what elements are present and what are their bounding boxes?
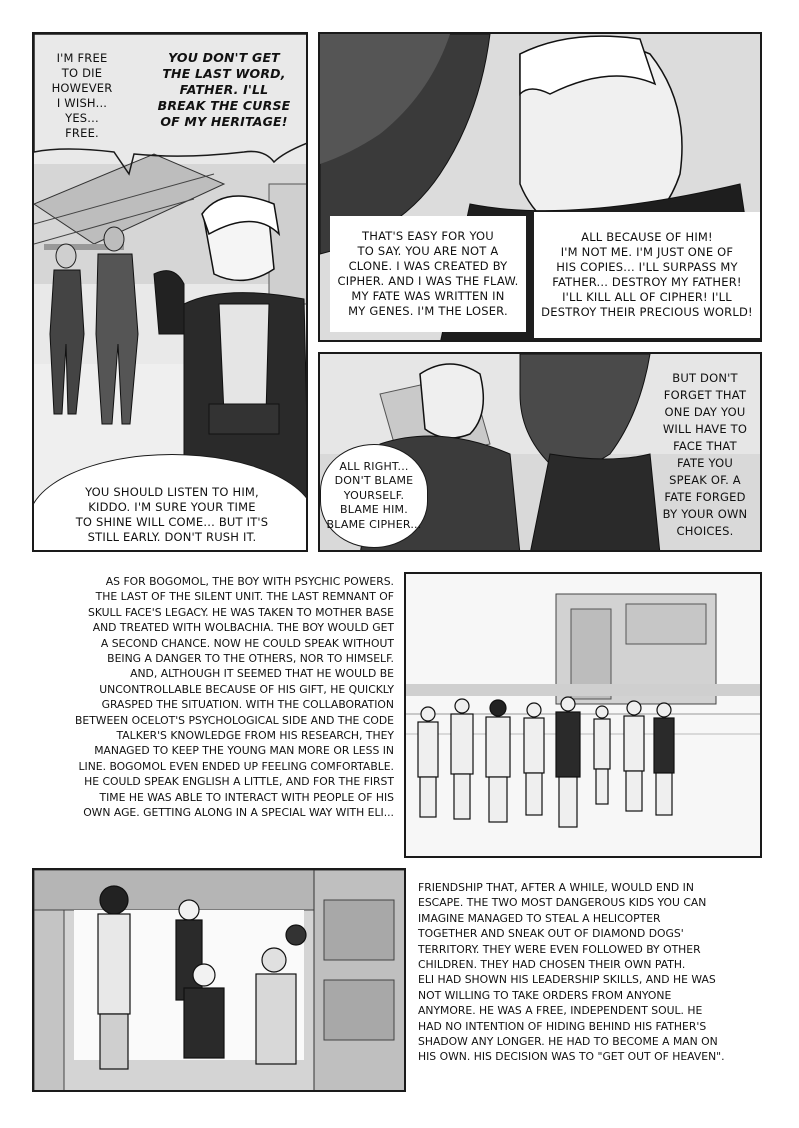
narration-block-1: AS FOR BOGOMOL, THE BOY WITH PSYCHIC POWERS. THE LAST OF THE SILENT UNIT. THE LAST REMNANT OF SKULL FACE'S LEGACY. HE WAS TAKEN TO MOTHER BASE AND TREATED WITH WOLBACHIA. THE BOY WOULD GET A SECOND CHANCE. NOW HE COULD SPEAK WITHOUT BEING A DANGER TO THE OTHERS, NOR TO HIMSELF. AND, ALTHOUGH IT SEEMED THAT HE WOULD BE UNCONTROLLABLE BECAUSE OF HIS GIFT, HE QUICKLY GRASPED THE SITUATION. WITH THE COLLABORATION BETWEEN OCELOT'S PSYCHOLOGICAL SIDE AND THE CODE TALKER'S KNOWLEDGE FROM HIS RESEARCH, THEY MANAGED TO KEEP THE YOUNG MAN MORE OR LESS IN LINE. BOGOMOL EVEN ENDED UP FEELING COMFORTABLE. HE COULD SPEAK ENGLISH A LITTLE, AND FOR THE FIRST TIME HE WAS ABLE TO INTERACT WITH PEOPLE OF HIS OWN AGE. GETTING ALONG IN A SPECIAL WAY WITH ELI... bbox=[74, 575, 394, 820]
panel-3-speech-text: ALL RIGHT... DON'T BLAME YOURSELF. BLAME HIM. BLAME CIPHER... bbox=[326, 459, 422, 531]
panel-1-caption-right-text: YOU DON'T GET THE LAST WORD, FATHER. I'LL BREAK THE CURSE OF MY HERITAGE! bbox=[157, 50, 291, 129]
panel-5-illustration bbox=[34, 870, 406, 1092]
panel-4 bbox=[404, 572, 762, 858]
panel-3 bbox=[318, 352, 762, 552]
panel-2-caption-right-text: ALL BECAUSE OF HIM! I'M NOT ME. I'M JUST ONE OF HIS COPIES... I'LL SURPASS MY FATHER... DESTROY MY FATHER! I'LL KILL ALL OF CIPHER! I'LL DESTROY THEIR PRECIOUS WORLD! bbox=[541, 230, 753, 319]
panel-2-caption-left-text: THAT'S EASY FOR YOU TO SAY. YOU ARE NOT A CLONE. I WAS CREATED BY CIPHER. AND I WAS THE FLAW. MY FATE WAS WRITTEN IN MY GENES. I'M THE LOSER. bbox=[337, 229, 519, 318]
panel-2-caption-right bbox=[534, 212, 760, 338]
panel-2 bbox=[318, 32, 762, 342]
panel-3-speech-bubble bbox=[320, 444, 428, 548]
panel-1-caption-left bbox=[40, 40, 124, 152]
panel-1 bbox=[32, 32, 308, 552]
panel-3-caption-right-text: BUT DON'T FORGET THAT ONE DAY YOU WILL HAVE TO FACE THAT FATE YOU SPEAK OF. A FATE FORGED BY YOUR OWN CHOICES. bbox=[662, 371, 748, 538]
panel-1-caption-left-text: I'M FREE TO DIE HOWEVER I WISH... YES... FREE. bbox=[51, 51, 113, 140]
panel-5 bbox=[32, 868, 406, 1092]
narration-block-2: FRIENDSHIP THAT, AFTER A WHILE, WOULD END IN ESCAPE. THE TWO MOST DANGEROUS KIDS YOU CAN IMAGINE MANAGED TO STEAL A HELICOPTER TOGETHER AND SNEAK OUT OF DIAMOND DOGS' TERRITORY. THEY WERE EVEN FOLLOWED BY OTHER CHILDREN. THEY HAD CHOSEN THEIR OWN PATH. ELI HAD SHOWN HIS LEADERSHIP SKILLS, AND HE WAS NOT WILLING TO TAKE ORDERS FROM ANYONE ANYMORE. HE WAS A FREE, INDEPENDENT SOUL. HE HAD NO INTENTION OF HIDING BEHIND HIS FATHER'S SHADOW ANY LONGER. HE HAD TO BECOME A MAN ON HIS OWN. HIS DECISION WAS TO "GET OUT OF HEAVEN". bbox=[418, 881, 725, 1064]
panel-4-illustration bbox=[406, 574, 762, 858]
panel-1-caption-right bbox=[146, 40, 302, 140]
panel-3-caption-right bbox=[650, 362, 760, 548]
panel-2-caption-left bbox=[330, 216, 526, 332]
panel-1-speech-text: YOU SHOULD LISTEN TO HIM, KIDDO. I'M SURE YOUR TIME TO SHINE WILL COME... BUT IT'S STILL EARLY. DON'T RUSH IT. bbox=[75, 485, 269, 544]
